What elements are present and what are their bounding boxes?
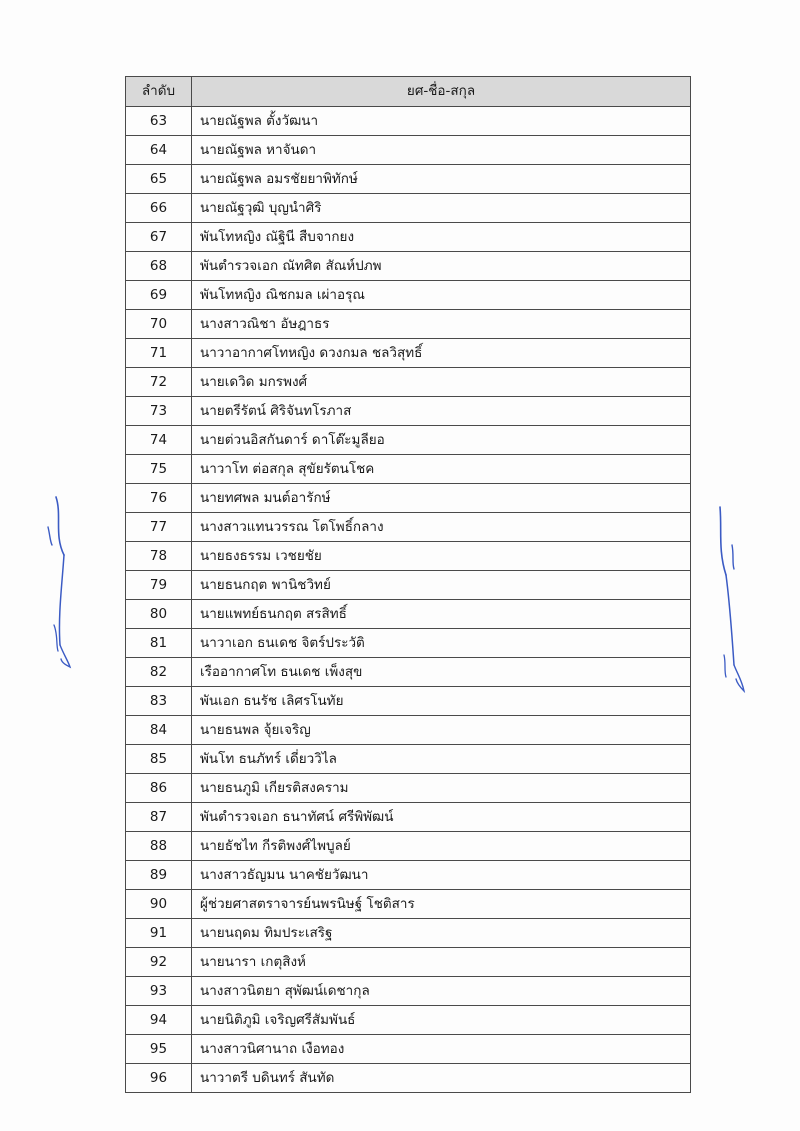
table-row	[126, 571, 691, 600]
row-name: นางสาวธัญมน นาคชัยวัฒนา	[192, 861, 691, 890]
row-number: 63	[126, 107, 192, 136]
row-name: นายณัฐพล หาจันดา	[192, 136, 691, 165]
table-row	[126, 803, 691, 832]
table-row	[126, 252, 691, 281]
handwritten-signature-right	[712, 505, 752, 695]
table-row	[126, 542, 691, 571]
row-number: 64	[126, 136, 192, 165]
row-name: นายนารา เกตุสิงห์	[192, 948, 691, 977]
row-name: พันตำรวจเอก ธนาทัศน์ ศรีพิพัฒน์	[192, 803, 691, 832]
row-number: 77	[126, 513, 192, 542]
row-number: 68	[126, 252, 192, 281]
row-number: 85	[126, 745, 192, 774]
row-number: 67	[126, 223, 192, 252]
table-row	[126, 1064, 691, 1093]
table-row	[126, 426, 691, 455]
row-number: 82	[126, 658, 192, 687]
table-row	[126, 165, 691, 194]
row-name: นายเดวิด มกรพงศ์	[192, 368, 691, 397]
row-number: 76	[126, 484, 192, 513]
table-row	[126, 194, 691, 223]
row-name: นายตรีรัตน์ ศิริจันทโรภาส	[192, 397, 691, 426]
table-row	[126, 281, 691, 310]
row-name: พันเอก ธนรัช เลิศรโนทัย	[192, 687, 691, 716]
row-number: 96	[126, 1064, 192, 1093]
row-name: นางสาวนิตยา สุพัฒน์เดชากุล	[192, 977, 691, 1006]
row-name: นายนิติภูมิ เจริญศรีสัมพันธ์	[192, 1006, 691, 1035]
row-name: นางสาวแทนวรรณ โตโพธิ์กลาง	[192, 513, 691, 542]
table-row	[126, 919, 691, 948]
table-row	[126, 948, 691, 977]
table-row	[126, 716, 691, 745]
row-name: นายณัฐวุฒิ บุญนำศิริ	[192, 194, 691, 223]
table-row	[126, 368, 691, 397]
row-name: พันโทหญิง ณัฐินี สืบจากยง	[192, 223, 691, 252]
row-number: 66	[126, 194, 192, 223]
column-header-name: ยศ-ชื่อ-สกุล	[192, 77, 691, 107]
row-number: 83	[126, 687, 192, 716]
row-name: เรืออากาศโท ธนเดช เพ็งสุข	[192, 658, 691, 687]
table-row	[126, 310, 691, 339]
row-name: นาวาอากาศโทหญิง ดวงกมล ชลวิสุทธิ์	[192, 339, 691, 368]
row-number: 89	[126, 861, 192, 890]
table-row	[126, 658, 691, 687]
table-row	[126, 861, 691, 890]
table-row	[126, 223, 691, 252]
table-row	[126, 136, 691, 165]
row-number: 94	[126, 1006, 192, 1035]
row-number: 81	[126, 629, 192, 658]
row-name: นายธัชไท กีรติพงศ์ไพบูลย์	[192, 832, 691, 861]
row-number: 87	[126, 803, 192, 832]
row-number: 91	[126, 919, 192, 948]
table-body	[126, 107, 691, 1093]
row-number: 71	[126, 339, 192, 368]
row-name: นาวาโท ต่อสกุล สุขัยรัตนโชค	[192, 455, 691, 484]
row-number: 78	[126, 542, 192, 571]
row-number: 93	[126, 977, 192, 1006]
signature-mark-left-icon	[42, 495, 82, 685]
column-header-number: ลำดับ	[126, 77, 192, 107]
row-name: นายต่วนอิสกันดาร์ ดาโต๊ะมูลียอ	[192, 426, 691, 455]
table-row	[126, 890, 691, 919]
table-row	[126, 774, 691, 803]
table-row	[126, 107, 691, 136]
row-name: พันโทหญิง ณิชกมล เผ่าอรุณ	[192, 281, 691, 310]
row-number: 88	[126, 832, 192, 861]
handwritten-signature-left	[42, 495, 82, 685]
row-number: 90	[126, 890, 192, 919]
row-name: นายณัฐพล ตั้งวัฒนา	[192, 107, 691, 136]
row-number: 95	[126, 1035, 192, 1064]
row-name: นางสาวณิชา อัษฎาธร	[192, 310, 691, 339]
row-number: 86	[126, 774, 192, 803]
table-row	[126, 687, 691, 716]
row-name: ผู้ช่วยศาสตราจารย์นพรนิษฐ์ โชติสาร	[192, 890, 691, 919]
row-number: 79	[126, 571, 192, 600]
row-number: 84	[126, 716, 192, 745]
table-row	[126, 339, 691, 368]
signature-mark-right-icon	[712, 505, 752, 695]
table-row	[126, 832, 691, 861]
row-name: นายทศพล มนต์อารักษ์	[192, 484, 691, 513]
row-name: นายธนภูมิ เกียรติสงคราม	[192, 774, 691, 803]
row-name: นายธงธรรม เวชยชัย	[192, 542, 691, 571]
table-row	[126, 977, 691, 1006]
row-name: นายแพทย์ธนกฤต สรสิทธิ์	[192, 600, 691, 629]
row-number: 72	[126, 368, 192, 397]
table-row	[126, 1035, 691, 1064]
row-number: 75	[126, 455, 192, 484]
row-number: 69	[126, 281, 192, 310]
table-row	[126, 629, 691, 658]
row-name: นายนฤดม ทิมประเสริฐ	[192, 919, 691, 948]
row-number: 74	[126, 426, 192, 455]
row-name: นาวาตรี บดินทร์ สันทัด	[192, 1064, 691, 1093]
table-row	[126, 513, 691, 542]
row-name: นางสาวนิศานาถ เงือทอง	[192, 1035, 691, 1064]
row-number: 70	[126, 310, 192, 339]
table-row	[126, 397, 691, 426]
row-name: นายธนกฤต พานิชวิทย์	[192, 571, 691, 600]
table-row	[126, 1006, 691, 1035]
table-header-row	[126, 77, 691, 107]
name-roster-table	[125, 76, 691, 1093]
row-name: นายณัฐพล อมรชัยยาพิทักษ์	[192, 165, 691, 194]
table-row	[126, 484, 691, 513]
row-number: 65	[126, 165, 192, 194]
table-row	[126, 455, 691, 484]
row-number: 80	[126, 600, 192, 629]
row-name: นาวาเอก ธนเดช จิตร์ประวัติ	[192, 629, 691, 658]
row-number: 92	[126, 948, 192, 977]
row-name: พันโท ธนภัทร์ เดี่ยววิไล	[192, 745, 691, 774]
row-name: พันตำรวจเอก ณัทศิต สัณห์ปภพ	[192, 252, 691, 281]
row-number: 73	[126, 397, 192, 426]
table-row	[126, 745, 691, 774]
row-name: นายธนพล จุ้ยเจริญ	[192, 716, 691, 745]
table-row	[126, 600, 691, 629]
